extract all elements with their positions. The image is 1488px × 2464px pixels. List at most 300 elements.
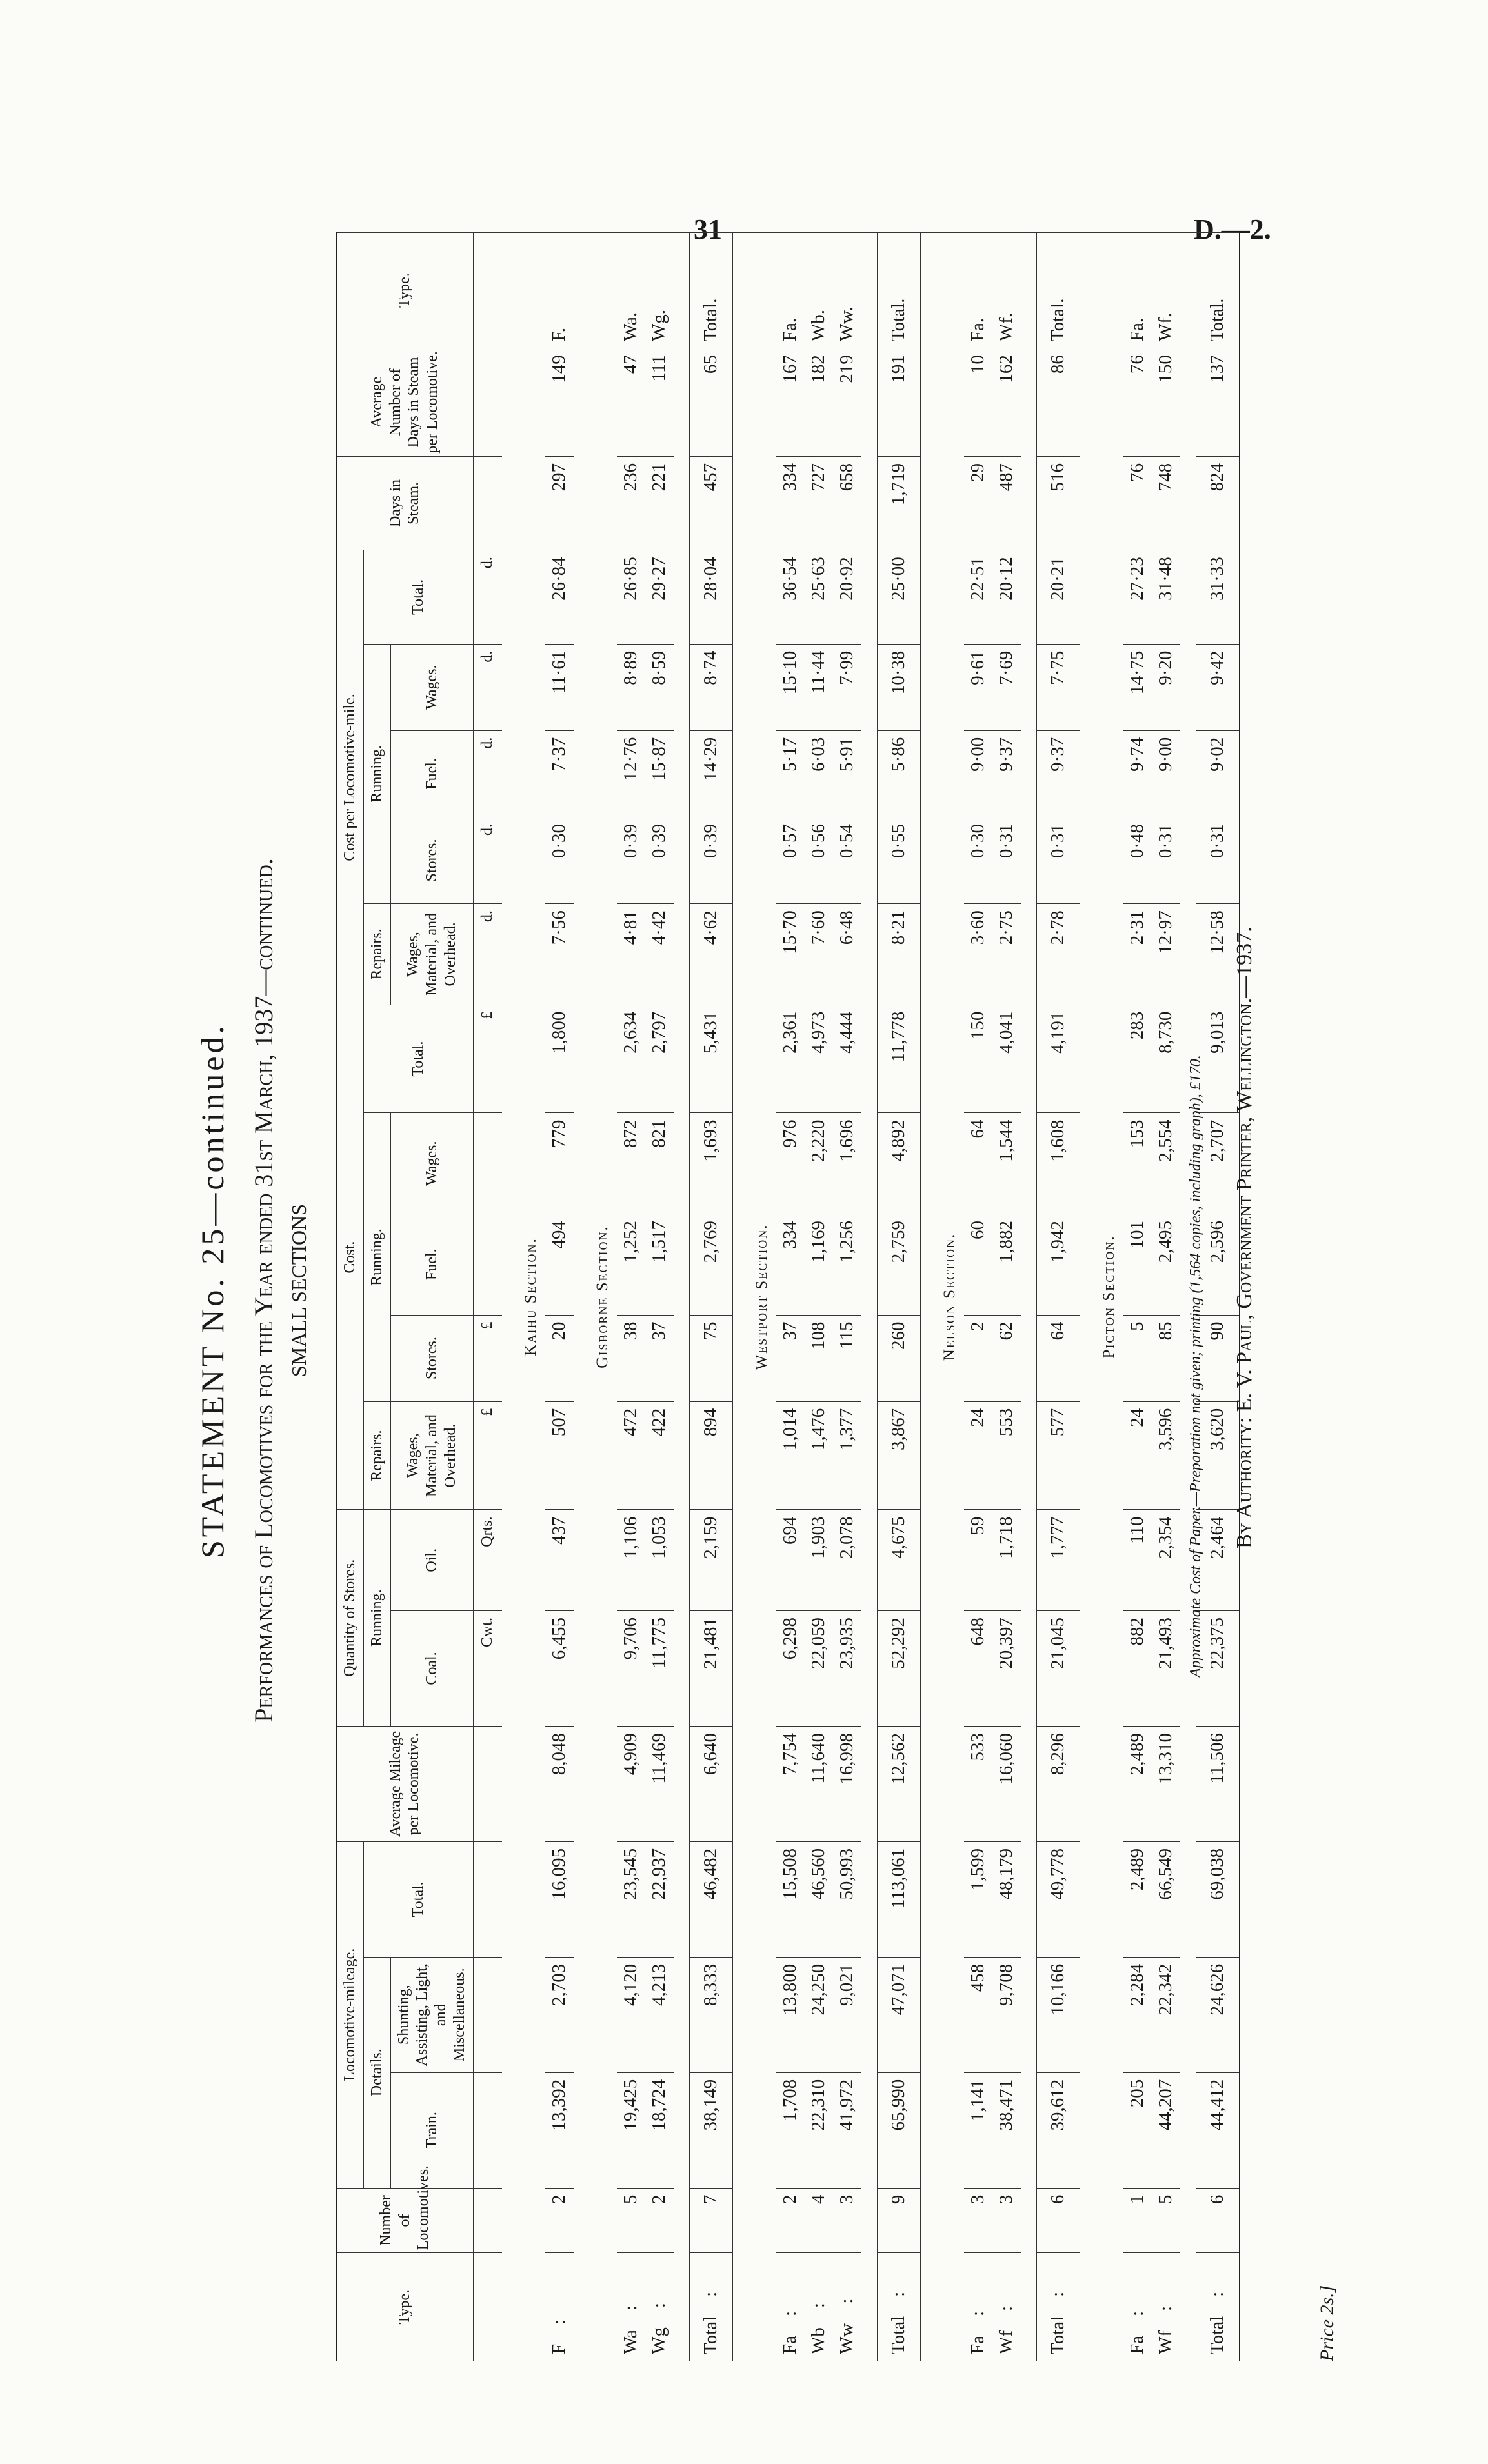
cell-wages: 821 (645, 1113, 674, 1214)
cell-wages: 1,544 (992, 1113, 1021, 1214)
col-header-stores-running: Running. (363, 1510, 390, 1726)
cell-pst: 0·39 (689, 817, 732, 903)
cell-shunt: 2,703 (545, 1957, 574, 2072)
col-header-repairs: Repairs. (363, 1401, 390, 1510)
section-name: Kaihu Section. (502, 233, 545, 2361)
cell-avg: 8,048 (545, 1726, 574, 1841)
spacer-cell (674, 233, 690, 2361)
cell-oil: 2,464 (1196, 1510, 1240, 1611)
col-header-cost-total: Total. (363, 1005, 473, 1113)
cell-oil: 59 (964, 1510, 992, 1611)
table-row (617, 233, 645, 2361)
cell-pfuel: 7·37 (545, 730, 574, 817)
cell-pwag: 7·69 (992, 644, 1021, 730)
cell-ctotal: 5,431 (689, 1005, 732, 1113)
cell-days: 1,719 (877, 456, 920, 550)
cell-pst: 0·31 (992, 817, 1021, 903)
cell-num: 2 (776, 2188, 805, 2253)
cell-ctotal: 2,361 (776, 1005, 805, 1113)
cell-pfuel: 9·02 (1196, 730, 1240, 817)
cell-ctotal: 11,778 (877, 1005, 920, 1113)
cell-avgdays: 86 (1036, 348, 1080, 457)
cell-avgdays: 111 (645, 348, 674, 457)
cell-coal: 23,935 (833, 1611, 861, 1727)
cell-avg: 7,754 (776, 1726, 805, 1841)
total-row (1036, 233, 1080, 2361)
col-header-fuel: Fuel. (390, 1214, 473, 1315)
row-type-cell (645, 2253, 674, 2361)
cell-rep: 3,596 (1152, 1401, 1180, 1510)
cell-fuel: 1,517 (645, 1214, 674, 1315)
cell-shunt: 4,120 (617, 1957, 645, 2072)
cell-pfuel: 9·00 (964, 730, 992, 817)
small-sections-heading: SMALL SECTIONS (287, 1203, 310, 1377)
col-header-details: Details. (363, 1957, 390, 2188)
unit-pound: £ (473, 1401, 502, 1510)
cell-stores: 5 (1123, 1315, 1152, 1401)
cell-num: 7 (689, 2188, 732, 2253)
cell-shunt: 4,213 (645, 1957, 674, 2072)
statement-title: STATEMENT No. 25—continued. (194, 1022, 230, 1559)
cell-train: 65,990 (877, 2072, 920, 2188)
cell-ctotal: 1,800 (545, 1005, 574, 1113)
cell-total: 69,038 (1196, 1841, 1240, 1957)
cell-rep: 577 (1036, 1401, 1080, 1510)
leader-dots: : (808, 2303, 829, 2309)
col-header-mileage-total: Total. (363, 1841, 473, 1957)
cell-pfuel: 5·17 (776, 730, 805, 817)
total-row (877, 233, 920, 2361)
cell-coal: 11,775 (645, 1611, 674, 1727)
cell-stores: 2 (964, 1315, 992, 1401)
row-type-cell (689, 2253, 732, 2361)
cell-days: 824 (1196, 456, 1240, 550)
col-header-per-mile-fuel: Fuel. (390, 730, 473, 817)
cell-num: 2 (645, 2188, 674, 2253)
cell-days: 29 (964, 456, 992, 550)
cell-wages: 872 (617, 1113, 645, 1214)
col-header-avg-mileage: Average Mileage per Locomotive. (336, 1726, 473, 1841)
cell-fuel: 494 (545, 1214, 574, 1315)
row-type-label: Total (888, 2316, 909, 2354)
row-type-right: Wa. (617, 233, 645, 348)
cell-avgdays: 219 (833, 348, 861, 457)
cell-ptot: 27·23 (1123, 550, 1152, 644)
cell-wages: 1,693 (689, 1113, 732, 1214)
cell-shunt: 9,021 (833, 1957, 861, 2072)
row-type-right: Total. (689, 233, 732, 348)
cell-ctotal: 4,444 (833, 1005, 861, 1113)
cell-days: 658 (833, 456, 861, 550)
table-row (776, 233, 805, 2361)
leader-dots: : (620, 2305, 641, 2311)
cell-rep: 1,014 (776, 1401, 805, 1510)
cell-avgdays: 150 (1152, 348, 1180, 457)
cell-coal: 22,375 (1196, 1611, 1240, 1727)
row-type-cell (805, 2253, 833, 2361)
cell-total: 66,549 (1152, 1841, 1180, 1957)
col-header-wages-material: Wages, Material, and Overhead. (390, 1401, 473, 1510)
row-type-right: F. (545, 233, 574, 348)
cell-pwag: 7·99 (833, 644, 861, 730)
cell-prep: 6·48 (833, 904, 861, 1005)
cell-avg: 11,640 (805, 1726, 833, 1841)
cell-avgdays: 10 (964, 348, 992, 457)
cell-rep: 894 (689, 1401, 732, 1510)
cell-oil: 1,053 (645, 1510, 674, 1611)
cell-ptot: 20·92 (833, 550, 861, 644)
row-type-label: F (548, 2343, 570, 2354)
cell-prep: 2·78 (1036, 904, 1080, 1005)
cell-avg: 2,489 (1123, 1726, 1152, 1841)
cell-total: 22,937 (645, 1841, 674, 1957)
cell-rep: 472 (617, 1401, 645, 1510)
cell-oil: 1,777 (1036, 1510, 1080, 1611)
cell-avgdays: 65 (689, 348, 732, 457)
cell-total: 50,993 (833, 1841, 861, 1957)
cell-train: 205 (1123, 2072, 1152, 2188)
cell-num: 2 (545, 2188, 574, 2253)
cell-stores: 90 (1196, 1315, 1240, 1401)
section-name: Westport Section. (732, 233, 776, 2361)
cell-coal: 9,706 (617, 1611, 645, 1727)
cell-ptot: 31·48 (1152, 550, 1180, 644)
cell-ptot: 29·27 (645, 550, 674, 644)
cell-ptot: 26·85 (617, 550, 645, 644)
cell-fuel: 2,596 (1196, 1214, 1240, 1315)
cell-coal: 20,397 (992, 1611, 1021, 1727)
unit-pence: d. (473, 817, 502, 903)
table-row (545, 233, 574, 2361)
cell-prep: 2·75 (992, 904, 1021, 1005)
cell-fuel: 101 (1123, 1214, 1152, 1315)
cell-oil: 437 (545, 1510, 574, 1611)
cell-pwag: 10·38 (877, 644, 920, 730)
cell-pfuel: 5·86 (877, 730, 920, 817)
cell-num: 5 (1152, 2188, 1180, 2253)
cell-shunt: 10,166 (1036, 1957, 1080, 2072)
price-label: Price 2s.] (1316, 2285, 1338, 2361)
cell-wages: 4,892 (877, 1113, 920, 1214)
unit-pence: d. (473, 550, 502, 644)
cell-days: 748 (1152, 456, 1180, 550)
cell-rep: 3,620 (1196, 1401, 1240, 1510)
cell-ptot: 26·84 (545, 550, 574, 644)
cell-pst: 0·56 (805, 817, 833, 903)
cell-total: 48,179 (992, 1841, 1021, 1957)
col-header-loco-mileage: Locomotive-mileage. (336, 1841, 363, 2188)
cell-train: 41,972 (833, 2072, 861, 2188)
cell-ctotal: 4,973 (805, 1005, 833, 1113)
cell-prep: 2·31 (1123, 904, 1152, 1005)
cell-shunt: 47,071 (877, 1957, 920, 2072)
cell-prep: 4·42 (645, 904, 674, 1005)
cell-fuel: 60 (964, 1214, 992, 1315)
cell-total: 1,599 (964, 1841, 992, 1957)
cell-ctotal: 283 (1123, 1005, 1152, 1113)
cell-pst: 0·30 (545, 817, 574, 903)
cell-total: 2,489 (1123, 1841, 1152, 1957)
row-type-cell (617, 2253, 645, 2361)
row-type-cell (1152, 2253, 1180, 2361)
row-type-cell (833, 2253, 861, 2361)
cell-days: 297 (545, 456, 574, 550)
leader-dots: : (779, 2310, 801, 2316)
cell-oil: 1,718 (992, 1510, 1021, 1611)
cell-days: 76 (1123, 456, 1152, 550)
cell-coal: 21,493 (1152, 1611, 1180, 1727)
row-type-right: Fa. (1123, 233, 1152, 348)
cell-oil: 2,354 (1152, 1510, 1180, 1611)
row-type-label: Total (1047, 2316, 1069, 2354)
cell-num: 5 (617, 2188, 645, 2253)
unit-pence: d. (473, 904, 502, 1005)
cell-stores: 38 (617, 1315, 645, 1401)
cell-total: 113,061 (877, 1841, 920, 1957)
section-name: Nelson Section. (920, 233, 964, 2361)
cell-train: 19,425 (617, 2072, 645, 2188)
leader-dots: : (548, 2319, 570, 2325)
cell-avg: 16,060 (992, 1726, 1021, 1841)
page-number: 31 (694, 214, 722, 245)
cell-prep: 12·58 (1196, 904, 1240, 1005)
cell-train: 13,392 (545, 2072, 574, 2188)
cell-ptot: 20·12 (992, 550, 1021, 644)
section-heading-row (732, 233, 776, 2361)
cell-train: 38,149 (689, 2072, 732, 2188)
cell-rep: 24 (964, 1401, 992, 1510)
statement-subtitle: Performances of Locomotives for the Year ended 31st March, 1937—continued. (249, 858, 278, 1723)
cell-fuel: 2,759 (877, 1214, 920, 1315)
cell-shunt: 24,626 (1196, 1957, 1240, 2072)
cell-train: 44,207 (1152, 2072, 1180, 2188)
cell-wages: 1,696 (833, 1113, 861, 1214)
cell-total: 23,545 (617, 1841, 645, 1957)
unit-pound: £ (473, 1315, 502, 1401)
table-row (1123, 233, 1152, 2361)
cell-stores: 260 (877, 1315, 920, 1401)
cell-ptot: 28·04 (689, 550, 732, 644)
cell-fuel: 1,942 (1036, 1214, 1080, 1315)
cell-pfuel: 9·37 (1036, 730, 1080, 817)
section-heading-row (574, 233, 617, 2361)
cell-pfuel: 6·03 (805, 730, 833, 817)
cell-total: 46,560 (805, 1841, 833, 1957)
cell-avg: 4,909 (617, 1726, 645, 1841)
cell-shunt: 8,333 (689, 1957, 732, 2072)
cell-rep: 507 (545, 1401, 574, 1510)
row-type-label: Fa (1127, 2336, 1148, 2354)
cell-avgdays: 149 (545, 348, 574, 457)
cell-avg: 11,469 (645, 1726, 674, 1841)
section-name: Picton Section. (1080, 233, 1123, 2361)
cell-stores: 64 (1036, 1315, 1080, 1401)
cell-oil: 1,903 (805, 1510, 833, 1611)
cell-pst: 0·39 (617, 817, 645, 903)
table-body (473, 233, 1240, 2361)
cell-ctotal: 2,634 (617, 1005, 645, 1113)
section-heading-row (1080, 233, 1123, 2361)
cell-days: 457 (689, 456, 732, 550)
cell-stores: 37 (776, 1315, 805, 1401)
cell-avg: 13,310 (1152, 1726, 1180, 1841)
leader-dots: : (1047, 2291, 1069, 2297)
cell-ctotal: 150 (964, 1005, 992, 1113)
col-header-cost: Cost. (336, 1005, 363, 1510)
cell-num: 3 (964, 2188, 992, 2253)
cell-ptot: 31·33 (1196, 550, 1240, 644)
col-header-avg-days: Average Number of Days in Steam per Locomotive. (336, 348, 473, 457)
cell-stores: 62 (992, 1315, 1021, 1401)
cell-prep: 7·60 (805, 904, 833, 1005)
cell-ctotal: 9,013 (1196, 1005, 1240, 1113)
cell-avg: 533 (964, 1726, 992, 1841)
row-type-right: Wf. (1152, 233, 1180, 348)
col-header-number: Number of Locomotives. (336, 2188, 473, 2253)
cell-ptot: 25·63 (805, 550, 833, 644)
table-row (645, 233, 674, 2361)
cell-oil: 4,675 (877, 1510, 920, 1611)
cell-days: 487 (992, 456, 1021, 550)
cell-num: 3 (833, 2188, 861, 2253)
row-type-right: Fa. (776, 233, 805, 348)
locomotive-performance-table (336, 232, 1240, 2361)
cell-rep: 553 (992, 1401, 1021, 1510)
units-row (473, 233, 502, 2361)
col-header-per-mile-total: Total. (363, 550, 473, 644)
cell-train: 44,412 (1196, 2072, 1240, 2188)
cell-oil: 2,159 (689, 1510, 732, 1611)
cell-num: 1 (1123, 2188, 1152, 2253)
cell-pwag: 11·61 (545, 644, 574, 730)
leader-dots: : (1127, 2310, 1148, 2316)
cell-pwag: 9·61 (964, 644, 992, 730)
cell-avg: 12,562 (877, 1726, 920, 1841)
cell-ctotal: 2,797 (645, 1005, 674, 1113)
leader-dots: : (888, 2291, 909, 2297)
cell-oil: 1,106 (617, 1510, 645, 1611)
cell-coal: 52,292 (877, 1611, 920, 1727)
leader-dots: : (700, 2291, 721, 2297)
cell-prep: 4·81 (617, 904, 645, 1005)
row-type-cell (1196, 2253, 1240, 2361)
col-header-train: Train. (390, 2072, 473, 2188)
row-type-cell (964, 2253, 992, 2361)
cell-days: 221 (645, 456, 674, 550)
cell-wages: 976 (776, 1113, 805, 1214)
spacer-row (861, 233, 878, 2361)
cell-oil: 110 (1123, 1510, 1152, 1611)
unit-pound: £ (473, 1005, 502, 1113)
row-type-cell (1036, 2253, 1080, 2361)
cell-coal: 22,059 (805, 1611, 833, 1727)
cell-avgdays: 191 (877, 348, 920, 457)
cell-pst: 0·57 (776, 817, 805, 903)
cell-stores: 85 (1152, 1315, 1180, 1401)
cell-pwag: 11·44 (805, 644, 833, 730)
row-type-label: Ww (836, 2323, 858, 2354)
document-code: D.—2. (1194, 214, 1271, 245)
cell-pst: 0·48 (1123, 817, 1152, 903)
col-header-per-mile-running: Running. (363, 644, 390, 904)
row-type-right: Total. (877, 233, 920, 348)
cell-ptot: 25·00 (877, 550, 920, 644)
cell-coal: 6,298 (776, 1611, 805, 1727)
row-type-right: Ww. (833, 233, 861, 348)
cell-oil: 694 (776, 1510, 805, 1611)
cell-rep: 1,476 (805, 1401, 833, 1510)
row-type-cell (776, 2253, 805, 2361)
row-type-right: Wb. (805, 233, 833, 348)
cell-train: 39,612 (1036, 2072, 1080, 2188)
cell-pfuel: 9·00 (1152, 730, 1180, 817)
row-type-label: Total (700, 2316, 721, 2354)
col-header-per-mile-stores: Stores. (390, 817, 473, 903)
cell-shunt: 24,250 (805, 1957, 833, 2072)
unit-qrts: Qrts. (473, 1510, 502, 1611)
cell-num: 4 (805, 2188, 833, 2253)
cell-avgdays: 162 (992, 348, 1021, 457)
row-type-cell (545, 2253, 574, 2361)
cell-num: 6 (1196, 2188, 1240, 2253)
cell-fuel: 2,495 (1152, 1214, 1180, 1315)
cell-avgdays: 47 (617, 348, 645, 457)
cell-fuel: 1,882 (992, 1214, 1021, 1315)
spacer-row (674, 233, 690, 2361)
cell-pwag: 7·75 (1036, 644, 1080, 730)
cell-wages: 2,220 (805, 1113, 833, 1214)
col-header-coal: Coal. (390, 1611, 473, 1727)
cell-oil: 2,078 (833, 1510, 861, 1611)
cell-avg: 16,998 (833, 1726, 861, 1841)
row-type-cell (877, 2253, 920, 2361)
cell-coal: 648 (964, 1611, 992, 1727)
cell-stores: 75 (689, 1315, 732, 1401)
cell-ctotal: 4,191 (1036, 1005, 1080, 1113)
leader-dots: : (1155, 2305, 1176, 2311)
spacer-cell (1021, 233, 1037, 2361)
total-row (689, 233, 732, 2361)
cell-fuel: 1,169 (805, 1214, 833, 1315)
cell-days: 727 (805, 456, 833, 550)
cell-shunt: 2,284 (1123, 1957, 1152, 2072)
cell-pst: 0·31 (1196, 817, 1240, 903)
section-heading-row (920, 233, 964, 2361)
cell-avgdays: 182 (805, 348, 833, 457)
cell-shunt: 13,800 (776, 1957, 805, 2072)
col-header-stores: Stores. (390, 1315, 473, 1401)
cell-shunt: 22,342 (1152, 1957, 1180, 2072)
cell-pfuel: 9·37 (992, 730, 1021, 817)
cell-prep: 3·60 (964, 904, 992, 1005)
unit-pence: d. (473, 730, 502, 817)
col-header-per-mile-wages-material: Wages, Material, and Overhead. (390, 904, 473, 1005)
cell-pfuel: 15·87 (645, 730, 674, 817)
table-row (805, 233, 833, 2361)
col-header-qty-stores: Quantity of Stores. (336, 1510, 363, 1726)
row-type-label: Wa (620, 2330, 641, 2354)
authority-line: By Authority: E. V. Paul, Government Printer, Wellington.—1937. (1232, 927, 1256, 1548)
row-type-right: Wf. (992, 233, 1021, 348)
spacer-row (1021, 233, 1037, 2361)
cell-stores: 115 (833, 1315, 861, 1401)
cell-avgdays: 137 (1196, 348, 1240, 457)
table-row (1152, 233, 1180, 2361)
leader-dots: : (1207, 2291, 1228, 2297)
leader-dots: : (967, 2310, 989, 2316)
cell-stores: 108 (805, 1315, 833, 1401)
cell-ptot: 20·21 (1036, 550, 1080, 644)
